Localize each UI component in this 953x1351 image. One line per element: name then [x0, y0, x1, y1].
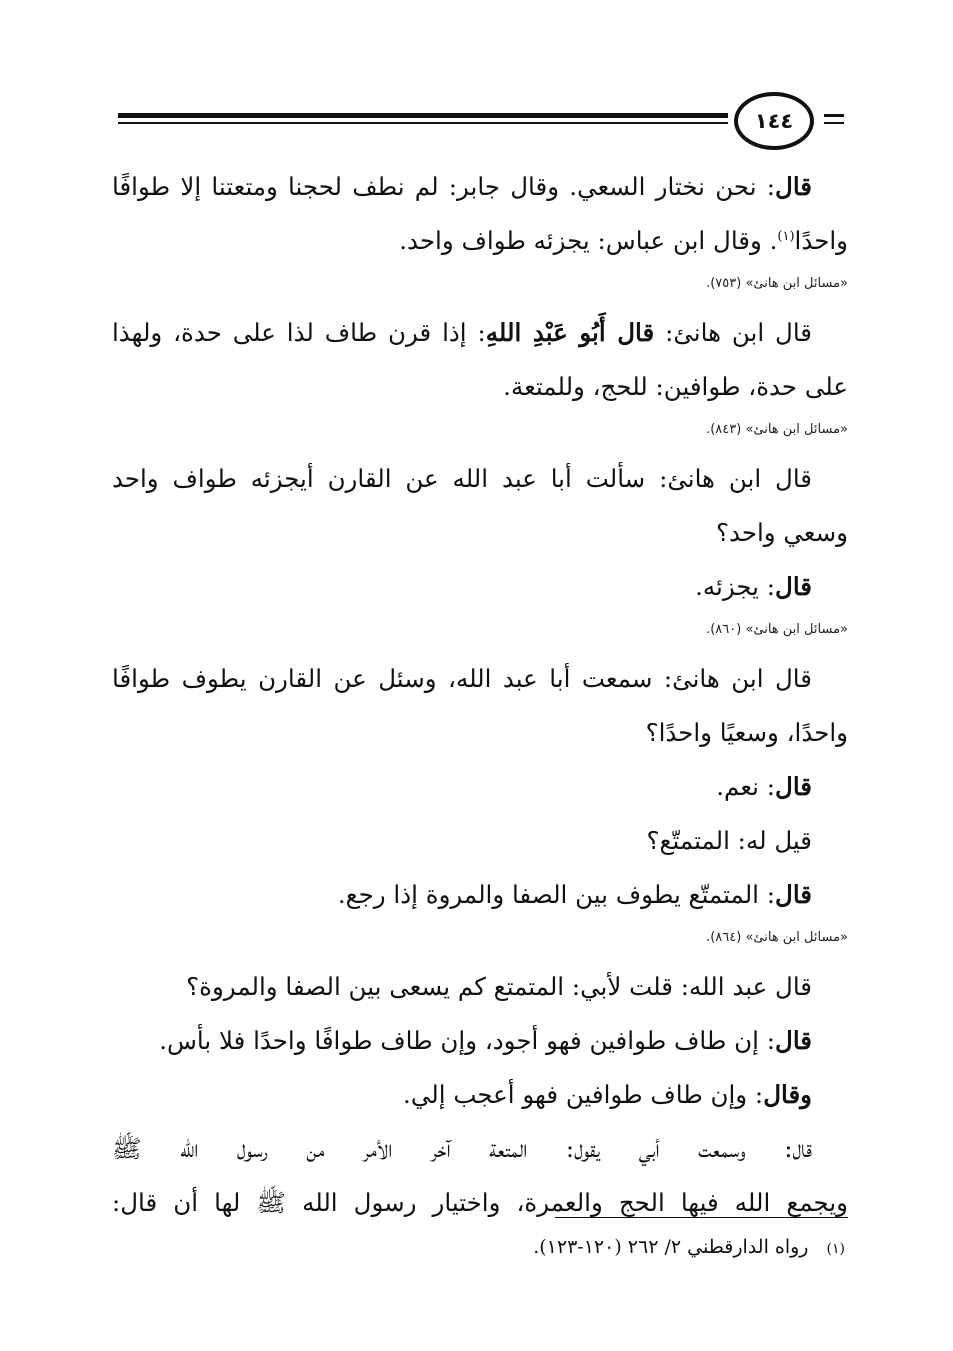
- footnote-separator: [555, 1217, 848, 1218]
- line-text: . وقال ابن عباس: يجزئه طواف واحد.: [399, 226, 778, 255]
- header-rule-thin: [118, 122, 728, 124]
- speaker-label: قال: [775, 1026, 812, 1055]
- footnote: [533, 1236, 845, 1258]
- text-line: [112, 306, 848, 360]
- speaker-label: قال: [775, 172, 812, 201]
- line-text: : نحن نختار السعي. وقال جابر: لم نطف لحجنا ومتعتنا إلا طوافًا: [112, 172, 776, 201]
- line-text: على حدة، طوافين: للحج، وللمتعة.: [503, 372, 848, 401]
- speaker-label: قال: [775, 880, 812, 909]
- text-line: [112, 814, 848, 868]
- line-text: قال ابن هانئ: سألت أبا عبد الله عن القارن أيجزئه طواف واحد: [112, 464, 812, 493]
- speaker-label: قال: [775, 772, 812, 801]
- line-text: قال: وسمعت أبي يقول: المتعة آخر الأمر من رسول الله ﷺ: [112, 1134, 812, 1163]
- header-rule-right-thin: [824, 122, 844, 124]
- speaker-label: وقال: [763, 1080, 812, 1109]
- line-text: : إذا قرن طاف لذا على حدة، ولهذا: [112, 318, 486, 347]
- text-line: [112, 160, 848, 214]
- line-text: واحدًا: [794, 226, 848, 255]
- line-text: : وإن طاف طوافين فهو أعجب إلي.: [403, 1080, 764, 1109]
- header-rule-right: [824, 114, 844, 117]
- source-citation: «مسائل ابن هانئ» (٨٦٠).: [706, 622, 848, 637]
- source-citation: «مسائل ابن هانئ» (٨٤٣).: [706, 422, 848, 437]
- line-text: قيل له: المتمتّع؟: [646, 826, 812, 855]
- text-line: [112, 452, 848, 506]
- text-line: [112, 360, 848, 414]
- text-line: [112, 1122, 848, 1176]
- line-text: ويجمع الله فيها الحج والعمرة، واختيار رسول الله ﷺ لها أن قال:: [112, 1188, 848, 1217]
- page-body: [112, 160, 848, 1230]
- text-line: [112, 214, 848, 268]
- text-line: [112, 1176, 848, 1230]
- line-text: : يجزئه.: [695, 572, 776, 601]
- speaker-label: قال: [775, 572, 812, 601]
- source-citation: «مسائل ابن هانئ» (٧٥٣).: [706, 276, 848, 291]
- footnote-text: رواه الدارقطني ٢/ ٢٦٢ (١٢٠-١٢٣).: [533, 1236, 809, 1258]
- text-line: [112, 1014, 848, 1068]
- speaker-label: قال أَبُو عَبْدِ اللهِ: [485, 318, 655, 347]
- text-line: [112, 960, 848, 1014]
- header-rule-thick: [118, 113, 728, 118]
- line-text: : إن طاف طوافين فهو أجود، وإن طاف طوافًا واحدًا فلا بأس.: [159, 1026, 776, 1055]
- footnote-marker: (١): [777, 228, 795, 244]
- line-text: : المتمتّع يطوف بين الصفا والمروة إذا رجع.: [337, 880, 776, 909]
- text-line: [112, 868, 848, 922]
- text-line: [112, 506, 848, 560]
- text-line: [112, 760, 848, 814]
- page-header: [118, 86, 844, 156]
- page-number-badge: ١٤٤: [734, 92, 814, 150]
- line-text: : نعم.: [716, 772, 776, 801]
- text-line: [112, 560, 848, 614]
- line-text: وسعي واحد؟: [715, 518, 848, 547]
- footnote-number: (١): [826, 1241, 845, 1257]
- line-text: قال ابن هانئ:: [654, 318, 812, 347]
- source-citation: «مسائل ابن هانئ» (٨٦٤).: [706, 930, 848, 945]
- text-line: [112, 706, 848, 760]
- text-line: [112, 652, 848, 706]
- text-line: [112, 1068, 848, 1122]
- line-text: قال ابن هانئ: سمعت أبا عبد الله، وسئل عن القارن يطوف طوافًا: [112, 664, 812, 693]
- line-text: قال عبد الله: قلت لأبي: المتمتع كم يسعى بين الصفا والمروة؟: [186, 972, 812, 1001]
- line-text: واحدًا، وسعيًا واحدًا؟: [645, 718, 848, 747]
